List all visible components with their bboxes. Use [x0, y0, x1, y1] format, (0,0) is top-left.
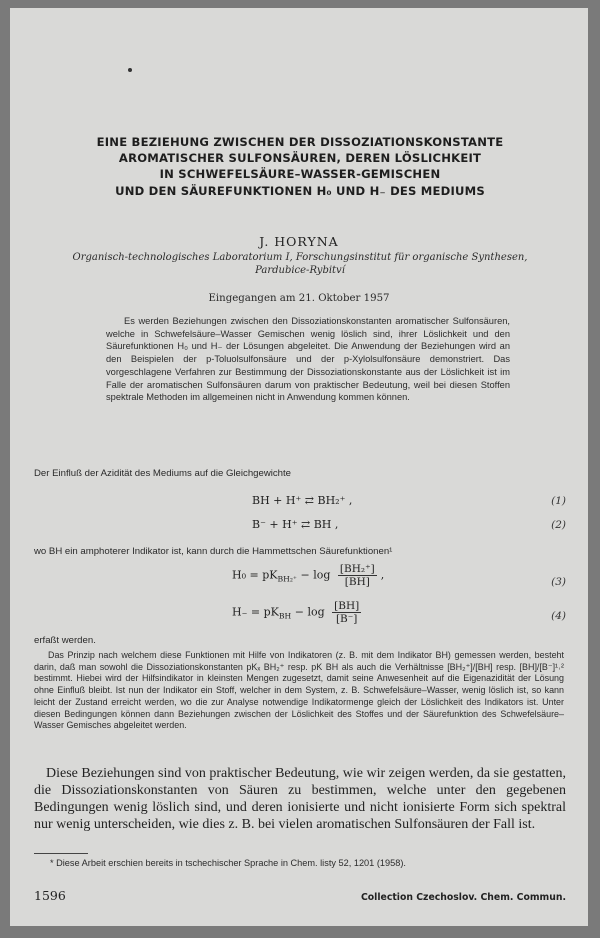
affiliation-line: Organisch-technologisches Laboratorium I, Forschungsinstitut für organische Synthesen,	[72, 252, 528, 263]
eq4-fraction	[332, 600, 361, 625]
main-paragraph	[34, 766, 566, 834]
affiliation-line: Pardubice-Rybitví	[255, 265, 345, 276]
equation-3	[232, 563, 384, 588]
journal-name: Collection Czechoslov. Chem. Commun.	[360, 892, 566, 903]
equation-3-number: (3)	[551, 576, 566, 588]
equation-2: B⁻ + H⁺ ⇄ BH ,	[252, 518, 339, 531]
eq4-numerator: [BH]	[334, 600, 360, 612]
equation-1: BH + H⁺ ⇄ BH₂⁺ ,	[252, 494, 353, 507]
hammett-sentence: wo BH ein amphoterer Indikator ist, kann durch die Hammettschen Säurefunktionen¹	[34, 546, 393, 557]
main-paragraph-text: Diese Beziehungen sind von praktischer Bedeutung, wie wir zeigen werden, da sie gestatten, die Dissoziationskonstanten von Säuren zu bestimmen, welche unter den gegebenen Bedingungen wenig löslich sind, und deren ionisierte und nicht ionisierte Form sich spektral nur wenig unterscheiden, wie dies z. B. bei vielen aromatischen Sulfonsäuren der Fall ist.	[34, 766, 566, 832]
received-date: Eingegangen am 21. Oktober 1957	[208, 293, 390, 304]
abstract	[106, 315, 510, 404]
eq3-log: − log	[300, 568, 331, 582]
affiliation	[50, 251, 550, 277]
eq4-subscript: BH	[278, 611, 292, 621]
article-title	[50, 134, 550, 199]
eq3-numerator: [BH₂⁺]	[339, 563, 375, 575]
ink-dot	[128, 68, 132, 72]
title-line: UND DEN SÄUREFUNKTIONEN H₀ UND H₋ DES MEDIUMS	[115, 183, 485, 198]
title-line: EINE BEZIEHUNG ZWISCHEN DER DISSOZIATIONSKONSTANTE	[96, 135, 504, 149]
small-paragraph-text: Das Prinzip nach welchem diese Funktionen mit Hilfe von Indikatoren (z. B. mit dem Indikator BH) gemessen werden, besteht darin, daß man sowohl die Dissoziationskonstanten pKₓ BH₂⁺ resp. pK BH als auch die Verhältnisse [BH₂⁺]/[BH] resp. [BH]/[B⁻]¹˒² bestimmt. Hiebei wird der Hilfsindikator in kleinsten Mengen zugesetzt, damit seine Anwesenheit auf die Eigenazidität der Lösung ohne Einfluß bleibt. Ist nun der Indikator ein Stoff, welcher in dem System, z. B. Schwefelsäure–Wasser, wenig löslich ist, so kann leicht der Zustand erreicht werden, wo die zur Analyse notwendige Indikatormenge gleich der Löslichkeit des Indikators ist. Unter diesen Bedingungen können dann Beziehungen zwischen der Löslichkeit des Stoffes und der Säurefunktion des Schwefelsäure–Wasser Gemisches abgeleitet werden.	[34, 650, 564, 731]
equation-2-number: (2)	[551, 519, 566, 531]
eq4-lhs: H₋ = pK	[232, 605, 279, 619]
eq4-denominator: [B⁻]	[335, 613, 358, 625]
footnote-rule	[34, 853, 88, 854]
eq4-log: − log	[294, 605, 325, 619]
equation-4-number: (4)	[551, 610, 566, 622]
title-line: AROMATISCHER SULFONSÄUREN, DEREN LÖSLICHKEIT	[118, 151, 482, 166]
paper-page	[10, 8, 588, 926]
eq3-lhs: H₀ = pK	[232, 568, 278, 582]
footnote: * Diese Arbeit erschien bereits in tschechischer Sprache in Chem. listy 52, 1201 (1958).	[50, 858, 406, 868]
small-paragraph	[34, 650, 564, 732]
author-name: J. HORYNA	[259, 234, 339, 249]
page-number: 1596	[34, 888, 66, 903]
erfasst-text: erfaßt werden.	[34, 635, 96, 646]
equation-4	[232, 600, 365, 625]
eq3-denominator: [BH]	[344, 576, 370, 588]
eq3-fraction	[338, 563, 377, 588]
eq3-subscript: BH₂⁺	[277, 574, 297, 584]
title-line: IN SCHWEFELSÄURE–WASSER-GEMISCHEN	[159, 167, 441, 182]
abstract-text: Es werden Beziehungen zwischen den Dissoziationskonstanten aromatischer Sulfonsäuren, welche in Schwefelsäure–Wasser Gemischen wenig löslich sind, ihrer Löslichkeit und den Säurefunktionen H₀ und H₋ der Lösungen abgeleitet. Die Anwendung der Beziehungen wird an den Beispielen der p-Toluolsulfonsäure und der p-Xylolsulfonsäure demonstriert. Das vorgeschlagene Verfahren zur Bestimmung der Dissoziationskonstante aus der Löslichkeit ist im Falle der aromatischen Sulfonsäuren darum von praktischer Bedeutung, weil bei diesen Stoffen spektrale Methoden im allgemeinen nicht in Anwendung kommen können.	[106, 316, 510, 403]
equation-1-number: (1)	[551, 495, 566, 507]
eq3-comma: ,	[380, 568, 385, 582]
intro-sentence: Der Einfluß der Azidität des Mediums auf die Gleichgewichte	[34, 468, 292, 479]
